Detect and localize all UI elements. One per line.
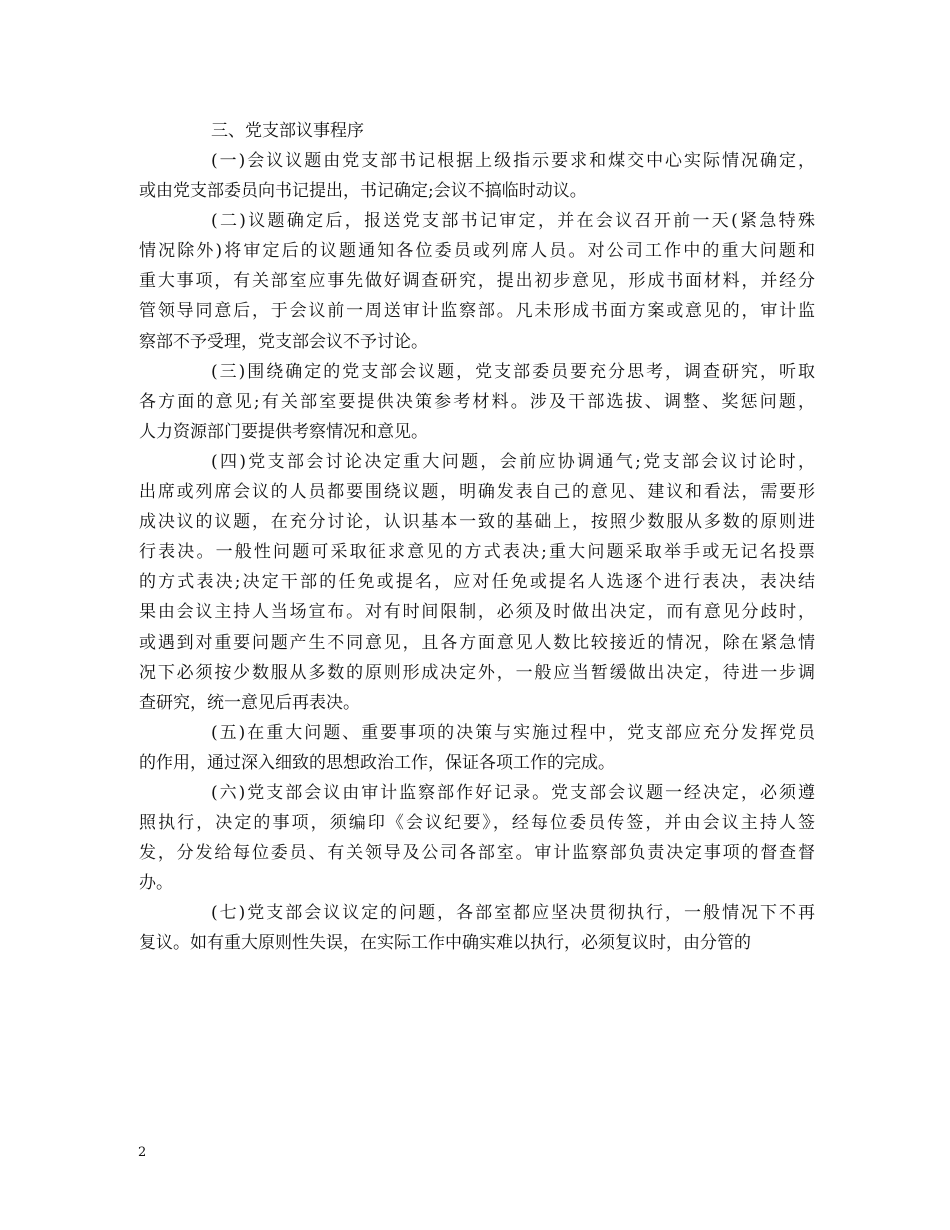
paragraph-line: 察部不予受理，党支部会议不予讨论。 <box>139 331 428 352</box>
paragraph-line: 发，分发给每位委员、有关领导及公司各部室。审计监察部负责决定事项的督查督 <box>139 843 815 864</box>
paragraph-line: 情况除外)将审定后的议题通知各位委员或列席人员。对公司工作中的重大问题和 <box>139 241 815 262</box>
document-body <box>139 116 815 959</box>
paragraph-line: (七)党支部会议议定的问题，各部室都应坚决贯彻执行，一般情况下不再 <box>211 903 815 924</box>
page-number: 2 <box>138 1145 147 1160</box>
paragraph-line: 管领导同意后，于会议前一周送审计监察部。凡未形成书面方案或意见的，审计监 <box>139 301 815 322</box>
paragraph-line: 各方面的意见;有关部室要提供决策参考材料。涉及干部选拔、调整、奖惩问题， <box>139 391 815 412</box>
paragraph <box>139 206 815 356</box>
paragraph-line: 或遇到对重要问题产生不同意见，且各方面意见人数比较接近的情况，除在紧急情 <box>139 632 815 653</box>
paragraph-line: (一)会议议题由党支部书记根据上级指示要求和煤交中心实际情况确定， <box>211 151 815 171</box>
paragraph-line: 行表决。一般性问题可采取征求意见的方式表决;重大问题采取举手或无记名投票 <box>139 542 815 563</box>
paragraph-line: 的方式表决;决定干部的任免或提名，应对任免或提名人选逐个进行表决，表决结 <box>139 572 815 593</box>
paragraph <box>139 357 815 447</box>
paragraph-line: 重大事项，有关部室应事先做好调查研究，提出初步意见，形成书面材料，并经分 <box>139 271 815 292</box>
paragraph-line: 人力资源部门要提供考察情况和意见。 <box>139 421 428 442</box>
paragraph-line: 的作用，通过深入细致的思想政治工作，保证各项工作的完成。 <box>139 752 615 773</box>
paragraph-line: 出席或列席会议的人员都要围绕议题，明确发表自己的意见、建议和看法，需要形 <box>139 482 815 503</box>
paragraph <box>139 778 815 898</box>
paragraph-line: 复议。如有重大原则性失误，在实际工作中确实难以执行，必须复议时，由分管的 <box>139 933 751 954</box>
section-heading: 三、党支部议事程序 <box>211 121 364 141</box>
paragraph <box>139 898 815 958</box>
paragraph-line: (五)在重大问题、重要事项的决策与实施过程中，党支部应充分发挥党员 <box>211 722 815 743</box>
paragraph-line: 查研究，统一意见后再表决。 <box>139 692 360 713</box>
paragraph-line: 办。 <box>139 873 173 894</box>
paragraph-line: 果由会议主持人当场宣布。对有时间限制，必须及时做出决定，而有意见分歧时， <box>139 602 815 623</box>
paragraph-line: (二)议题确定后，报送党支部书记审定，并在会议召开前一天(紧急特殊 <box>211 211 815 232</box>
paragraph-line: (六)党支部会议由审计监察部作好记录。党支部会议题一经决定，必须遵 <box>211 782 815 803</box>
paragraph-line: 成决议的议题，在充分讨论，认识基本一致的基础上，按照少数服从多数的原则进 <box>139 512 815 533</box>
paragraph-line: 况下必须按少数服从多数的原则形成决定外，一般应当暂缓做出决定，待进一步调 <box>139 662 815 683</box>
paragraph <box>139 447 815 718</box>
paragraph-list <box>139 146 815 959</box>
paragraph-line: 或由党支部委员向书记提出，书记确定;会议不搞临时动议。 <box>139 181 587 202</box>
paragraph-line: (四)党支部会讨论决定重大问题，会前应协调通气;党支部会议讨论时， <box>211 451 815 472</box>
paragraph-line: (三)围绕确定的党支部会议题，党支部委员要充分思考，调查研究，听取 <box>211 361 815 382</box>
paragraph <box>139 718 815 778</box>
paragraph-line: 照执行，决定的事项，须编印《会议纪要》，经每位委员传签，并由会议主持人签 <box>139 813 815 834</box>
paragraph <box>139 146 815 206</box>
